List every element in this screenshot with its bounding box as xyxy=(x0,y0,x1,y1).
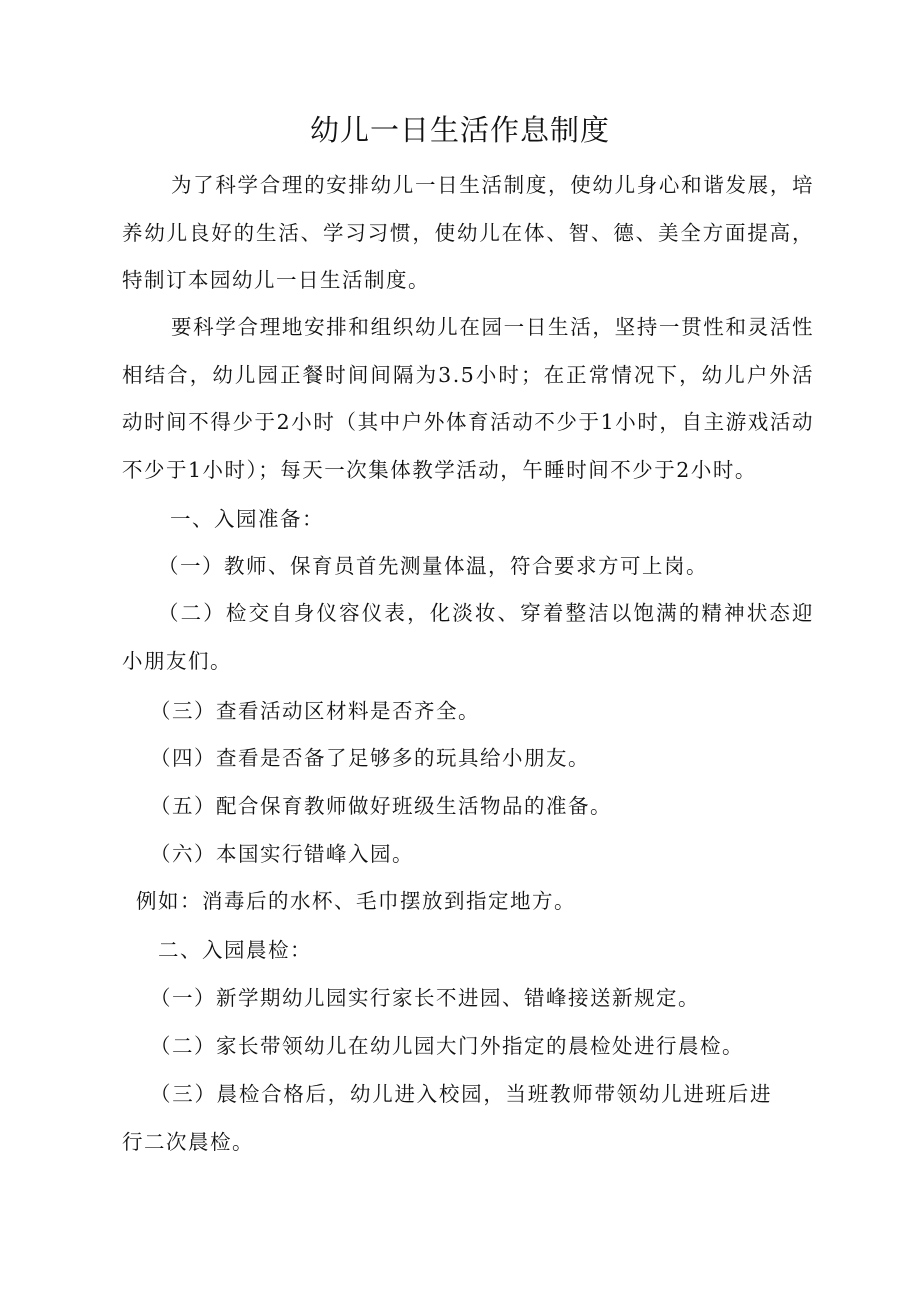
section-1-heading: 一、入园准备： xyxy=(170,507,324,531)
section-1-item-5: （五）配合保育教师做好班级生活物品的准备。 xyxy=(150,794,612,818)
document-title: 幼儿一日生活作息制度 xyxy=(309,113,610,147)
section-1-item-2: （二）检交自身仪容仪表，化淡妆、穿着整洁以饱满的精神状态迎小朋友们。 xyxy=(122,601,814,673)
section-2-item-2: （二）家长带领幼儿在幼儿园大门外指定的晨检处进行晨检。 xyxy=(150,1034,744,1058)
section-2-item-3: （三）晨检合格后，幼儿进入校园，当班教师带领幼儿进班后进行二次晨检。 xyxy=(122,1082,772,1154)
section-1-example: 例如：消毒后的水杯、毛巾摆放到指定地方。 xyxy=(136,889,576,913)
section-1-item-3: （三）查看活动区材料是否齐全。 xyxy=(150,699,480,723)
section-1-item-1: （一）教师、保育员首先测量体温，符合要求方可上岗。 xyxy=(158,554,708,578)
section-1-item-6: （六）本国实行错峰入园。 xyxy=(150,842,414,866)
section-1-item-4: （四）查看是否备了足够多的玩具给小朋友。 xyxy=(150,746,590,770)
section-2-item-1: （一）新学期幼儿园实行家长不进园、错峰接送新规定。 xyxy=(150,986,700,1010)
section-2-heading: 二、入园晨检： xyxy=(158,938,312,962)
intro-paragraph-1: 为了科学合理的安排幼儿一日生活制度，使幼儿身心和谐发展，培养幼儿良好的生活、学习习惯，使幼儿在体、智、德、美全方面提高，特制订本园幼儿一日生活制度。 xyxy=(122,173,814,292)
intro-paragraph-2: 要科学合理地安排和组织幼儿在园一日生活，坚持一贯性和灵活性相结合，幼儿园正餐时间间隔为3.5小时；在正常情况下，幼儿户外活动时间不得少于2小时（其中户外体育活动不少于1小时，自主游戏活动不少于1小时）；每天一次集体教学活动，午睡时间不少于2小时。 xyxy=(122,315,814,482)
